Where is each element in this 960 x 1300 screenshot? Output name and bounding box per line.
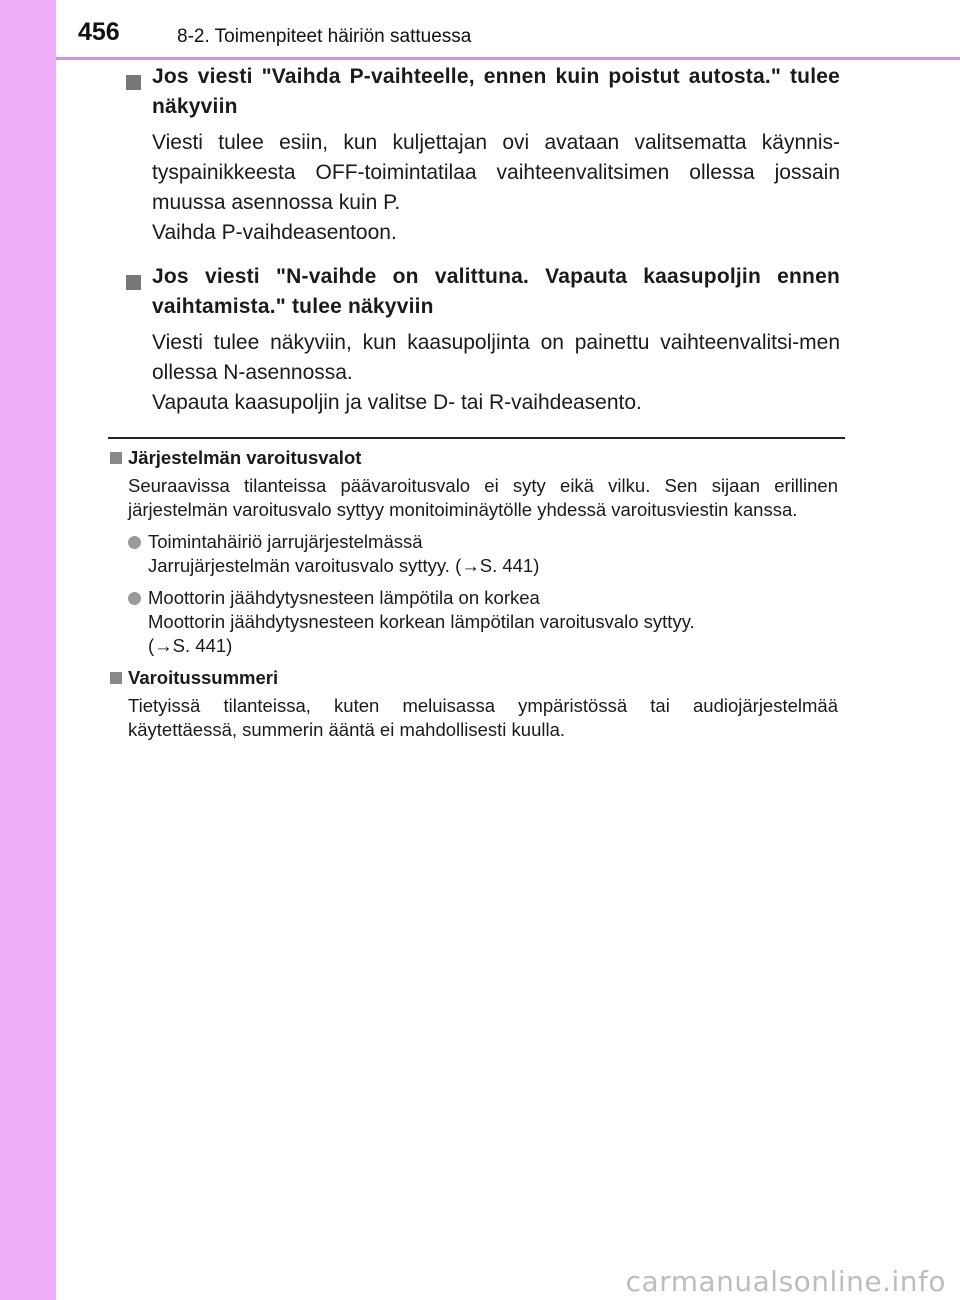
notes-area: [108, 446, 838, 742]
square-marker-icon: [110, 452, 122, 464]
list-item: [128, 530, 838, 578]
note-buzzer: [108, 666, 838, 742]
chapter-tab-sidebar: [0, 0, 56, 1300]
chapter-title: 8-2. Toimenpiteet häiriön sattuessa: [177, 26, 472, 47]
section-body: Viesti tulee esiin, kun kuljettajan ovi avataan valitsematta käynnis-tyspainikkeesta OFF-toimintatilaa vaihteenvalitsimen ollessa jossain muussa asennossa kuin P.: [152, 131, 840, 214]
list-item-title: Moottorin jäähdytysnesteen lämpötila on korkea: [148, 587, 540, 608]
square-marker-icon: [126, 75, 141, 90]
list-item-text: Moottorin jäähdytysnesteen korkean lämpötilan varoitusvalo syttyy.: [148, 611, 695, 632]
page-reference: (→S. 441): [148, 635, 233, 656]
page-header: [0, 0, 960, 60]
section-divider: [108, 437, 845, 439]
section-heading: Jos viesti "N-vaihde on valittuna. Vapauta kaasupoljin ennen vaihtamista." tulee näkyviin: [152, 265, 840, 318]
note-body: Seuraavissa tilanteissa päävaroitusvalo ei syty eikä vilku. Sen sijaan erillinen järjestelmän varoitusvalo syttyy monitoiminäytölle yhdessä varoitusviestin kanssa.: [128, 475, 838, 520]
list-item-title: Toimintahäiriö jarrujärjestelmässä: [148, 531, 423, 552]
list-item-text: Jarrujärjestelmän varoitusvalo syttyy. (→S. 441): [148, 555, 540, 576]
section-body: Viesti tulee näkyviin, kun kaasupoljinta on painettu vaihteenvalitsi-men ollessa N-asennossa.: [152, 331, 840, 384]
bullet-dot-icon: [128, 592, 141, 605]
section-n-gear-selected: [118, 262, 840, 418]
section-shift-to-p: [118, 62, 840, 248]
header-rule: [56, 57, 960, 60]
square-marker-icon: [126, 275, 141, 290]
main-content: [118, 62, 840, 418]
note-heading: Varoitussummeri: [128, 667, 279, 688]
section-action: Vaihda P-vaihdeasentoon.: [152, 221, 397, 244]
square-marker-icon: [110, 672, 122, 684]
watermark: carmanualsonline.info: [625, 1265, 946, 1298]
note-heading: Järjestelmän varoitusvalot: [128, 447, 362, 468]
section-heading: Jos viesti "Vaihda P-vaihteelle, ennen kuin poistut autosta." tulee näkyviin: [152, 65, 840, 118]
bullet-dot-icon: [128, 536, 141, 549]
section-action: Vapauta kaasupoljin ja valitse D- tai R-vaihdeasento.: [152, 391, 642, 414]
list-item: [128, 586, 838, 658]
note-warning-lights: [108, 446, 838, 658]
page-number: 456: [78, 18, 120, 46]
note-body: Tietyissä tilanteissa, kuten meluisassa ympäristössä tai audiojärjestelmää käytettäessä, summerin ääntä ei mahdollisesti kuulla.: [128, 695, 838, 740]
